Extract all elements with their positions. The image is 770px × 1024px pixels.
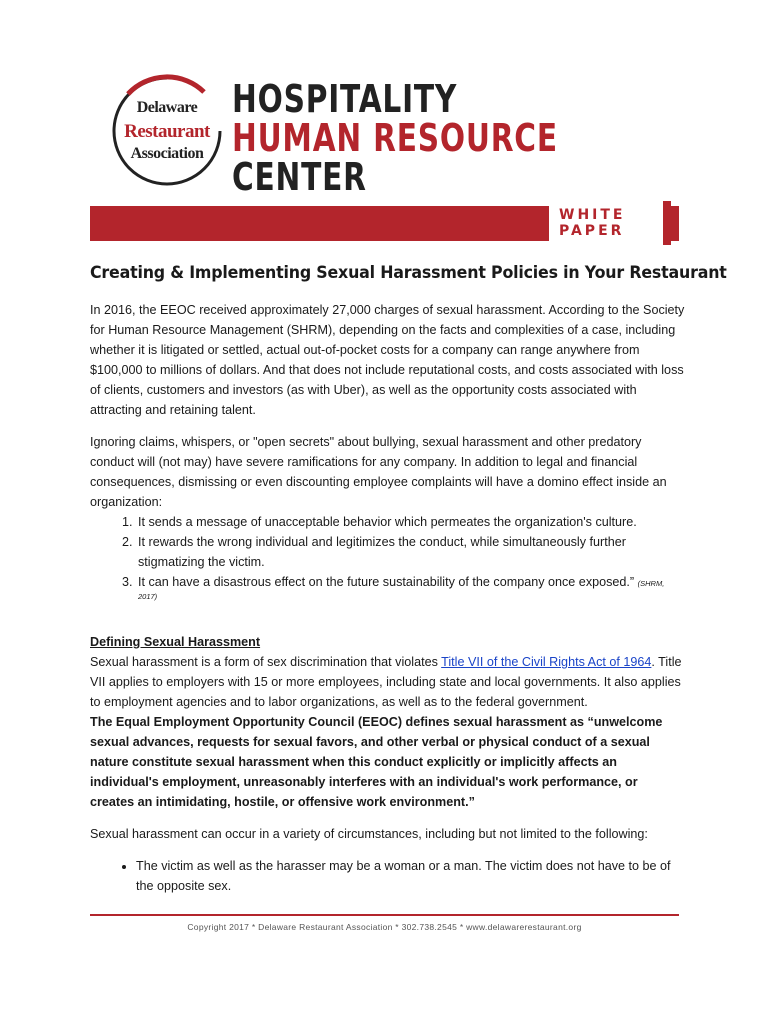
footer-divider: [90, 914, 679, 916]
logo-line-3: Association: [130, 145, 204, 162]
eeoc-definition: The Equal Employment Opportunity Council (EEOC) defines sexual harassment as “unwelcome sexual advances, requests for sexual favors, and other verbal or physical conduct of a sexual nature constitute sexual harassment when this conduct explicitly or implicitly affects an individual's employment, unreasonably interferes with an individual's work performance, or creates an intimidating, hostile, or offensive work environment.”: [90, 715, 663, 809]
brand-wordmark: [232, 77, 558, 199]
definition-paragraph: [90, 652, 685, 712]
list-item-text: The victim as well as the harasser may be a woman or a man. The victim does not have to be of the opposite sex.: [136, 859, 671, 893]
section-heading: Defining Sexual Harassment: [90, 635, 261, 649]
list-item-text: It sends a message of unacceptable behavior which permeates the organization's culture.: [138, 515, 637, 529]
brand-line-2: HUMAN RESOURCE: [232, 116, 558, 160]
list-item: [136, 856, 685, 896]
intro-paragraph: In 2016, the EEOC received approximately 27,000 charges of sexual harassment. According to the Society for Human Resource Management (SHRM), depending on the facts and complexities of a case, including whether it is litigated or settled, actual out-of-pocket costs for a company can range anywhere from $100,000 to millions of dollars. And that does not include reputational costs, and costs associated with loss of clients, customers and investors (as with Uber), as well as the opportunity costs associated with attracting and retaining talent.: [90, 303, 685, 417]
list-item: [136, 572, 685, 602]
definition-lead: Sexual harassment is a form of sex discrimination that violates: [90, 655, 442, 669]
definition-period: .: [651, 655, 655, 669]
circumstances-list: [90, 856, 685, 896]
brand-line-3: CENTER: [232, 155, 367, 199]
consequences-list: [90, 512, 685, 602]
logo-line-2: Restaurant: [124, 121, 210, 142]
list-item: [136, 512, 685, 532]
circumstances-intro: Sexual harassment can occur in a variety of circumstances, including but not limited to the following:: [90, 827, 648, 841]
list-item: [136, 532, 685, 572]
document-title: Creating & Implementing Sexual Harassment Policies in Your Restaurant: [90, 263, 727, 282]
title-vii-link[interactable]: Title VII of the Civil Rights Act of 1964: [441, 655, 652, 669]
list-item-text: It can have a disastrous effect on the future sustainability of the company once exposed.”: [138, 575, 635, 589]
brand-line-1: HOSPITALITY: [232, 77, 458, 121]
list-item-text: It rewards the wrong individual and legitimizes the conduct, while simultaneously further stigmatizing the victim.: [138, 535, 626, 569]
footer-copyright: Copyright 2017 * Delaware Restaurant Association * 302.738.2545 * www.delawarerestaurant.org: [187, 922, 582, 932]
logo-line-1: Delaware: [136, 99, 198, 116]
white-paper-tag: [549, 201, 671, 245]
tag-line-1: WHITE: [559, 207, 626, 223]
citation-year: 2017): [138, 592, 158, 601]
ramifications-paragraph: Ignoring claims, whispers, or "open secrets" about bullying, sexual harassment and other predatory conduct will (not may) have severe ramifications for any company. In addition to legal and financial consequences, dismissing or even discounting employee complaints will have a domino effect inside an organization:: [90, 435, 667, 509]
citation: (SHRM,: [637, 579, 665, 588]
tag-line-2: PAPER: [559, 223, 625, 239]
document-body: [90, 262, 727, 896]
association-logo: [108, 72, 226, 190]
definition-rest: Title VII applies to employers with 15 or more employees, including state and local governments. It also applies to employment agencies and to labor organizations, as well as to the federal government.: [90, 655, 682, 709]
